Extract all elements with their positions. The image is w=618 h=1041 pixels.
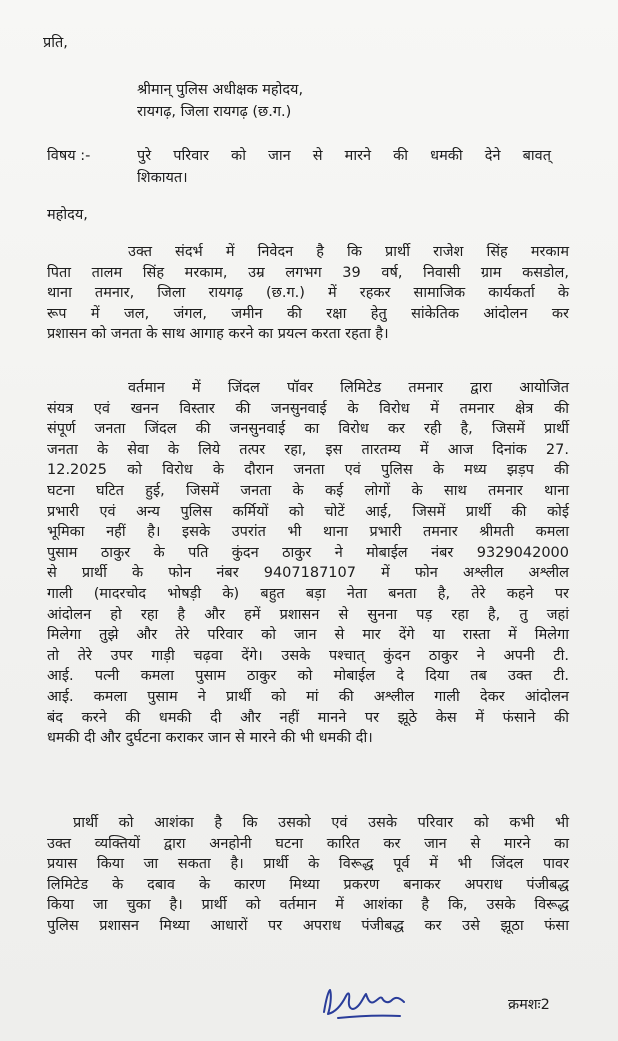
paragraph-line: धमकी दी और दुर्घटना कराकर जान से मारने की भी धमकी दी। [47,730,373,747]
paragraph-2 [47,378,569,749]
paragraph-line: लिमिटेड के दबाव के कारण मिथ्या प्रकरण बनाकर अपराध पंजीबद्ध [47,876,569,893]
recipient-line-1: श्रीमान् पुलिस अधीक्षक महोदय, [137,82,304,98]
paragraph-line: से प्रार्थी के फोन नंबर 9407187107 में फोन अश्लील अश्लील [47,565,569,582]
paragraph-line: आई. कमला पुसाम ने प्रार्थी को मां की अश्लील गाली देकर आंदोलन [47,688,569,705]
paragraph-line: प्रशासन को जनता के साथ आगाह करने का प्रयत्न करता रहता है। [47,326,389,343]
signature-image [318,982,413,1026]
salutation: महोदय, [47,207,88,223]
paragraph-line: भूमिका नहीं है। इसके उपरांत भी थाना प्रभारी तमनार श्रीमती कमला [47,524,569,541]
paragraph-line: पिता तालम सिंह मरकाम, उम्र लगभग 39 वर्ष, निवासी ग्राम कसडोल, [47,264,569,281]
paragraph-line: रूप में जल, जंगल, जमीन की रक्षा हेतु सांकेतिक आंदोलन कर [47,305,569,322]
paragraph-line: आंदोलन हो रहा है और हमें प्रशासन से सुनना पड़ रहा है, तु जहां [47,606,569,623]
continued-marker: क्रमशः2 [508,997,550,1013]
paragraph-line: प्रार्थी को आशंका है कि उसको एवं उसके परिवार को कभी भी [73,815,569,831]
prati-label: प्रति, [43,35,68,51]
subject-label: विषय :- [47,148,91,164]
subject-line-2: शिकायत। [137,170,188,186]
paragraph-line: पुलिस प्रशासन मिथ्या आधारों पर अपराध पंजीबद्ध कर उसे झूठा फंसा [47,917,569,934]
paragraph-1 [47,242,569,345]
paragraph-line: संयत्र एवं खनन विस्तार की जनसुनवाई के विरोध में तमनार क्षेत्र की [47,400,569,417]
subject-line-1: पुरे परिवार को जान से मारने की धमकी देने बावत् [137,148,551,164]
paragraph-line: थाना तमनार, जिला रायगढ़ (छ.ग.) में रहकर सामाजिक कार्यकर्ता के [47,285,569,302]
paragraph-line: बंद करने की धमकी दी और नहीं मानने पर झूठे केस में फंसाने की [47,709,569,726]
paragraph-line: प्रयास किया जा सकता है। प्रार्थी के विरूद्ध पूर्व में भी जिंदल पावर [47,856,569,873]
paragraph-line: घटना घटित हुई, जिसमें जनता के कई लोगों के साथ तमनार थाना [47,482,569,499]
paragraph-line: किया जा चुका है। प्रार्थी को वर्तमान में आशंका है कि, उसके विरूद्ध [47,897,569,914]
paragraph-line: मिलेगा तुझे और तेरे परिवार को जान से मार देंगे या रास्ता में मिलेगा [47,627,569,644]
paragraph-line: तो तेरे उपर गाड़ी चढ़वा देंगे। उसके पश्चात् कुंदन ठाकुर ने अपनी टी. [47,647,569,664]
paragraph-line: संपूर्ण जनता जिंदल की जनसुनवाई का विरोध कर रही है, जिसमें प्रार्थी [47,421,569,438]
recipient-line-2: रायगढ़, जिला रायगढ़ (छ.ग.) [137,104,292,120]
paragraph-line: 12.2025 को विरोध के दौरान जनता एवं पुलिस के मध्य झड़प की [47,462,569,479]
paragraph-line: उक्त व्यक्तियों द्वारा अनहोनी घटना कारित कर जान से मारने का [47,835,569,852]
paragraph-line: उक्त संदर्भ में निवेदन है कि प्रार्थी राजेश सिंह मरकाम [128,244,569,260]
paragraph-line: पुसाम ठाकुर के पति कुंदन ठाकुर ने मोबाईल नंबर 9329042000 [47,544,569,561]
paragraph-line: वर्तमान में जिंदल पॉवर लिमिटेड तमनार द्वारा आयोजित [128,380,569,396]
paragraph-3 [47,813,569,937]
paragraph-line: प्रभारी एवं अन्य पुलिस कर्मियों को चोटें आई, जिसमें प्रार्थी की कोई [47,503,569,520]
paragraph-line: जनता के सेवा के लिये तत्पर रहा, इस तारतम्य में आज दिनांक 27. [47,441,569,458]
paragraph-line: आई. पत्नी कमला पुसाम ठाकुर को मोबाईल दे दिया तब उक्त टी. [47,668,569,685]
paragraph-line: गाली (मादरचोद भोषड़ी के) बहुत बड़ा नेता बनता है, तेरे कहने पर [47,585,569,602]
